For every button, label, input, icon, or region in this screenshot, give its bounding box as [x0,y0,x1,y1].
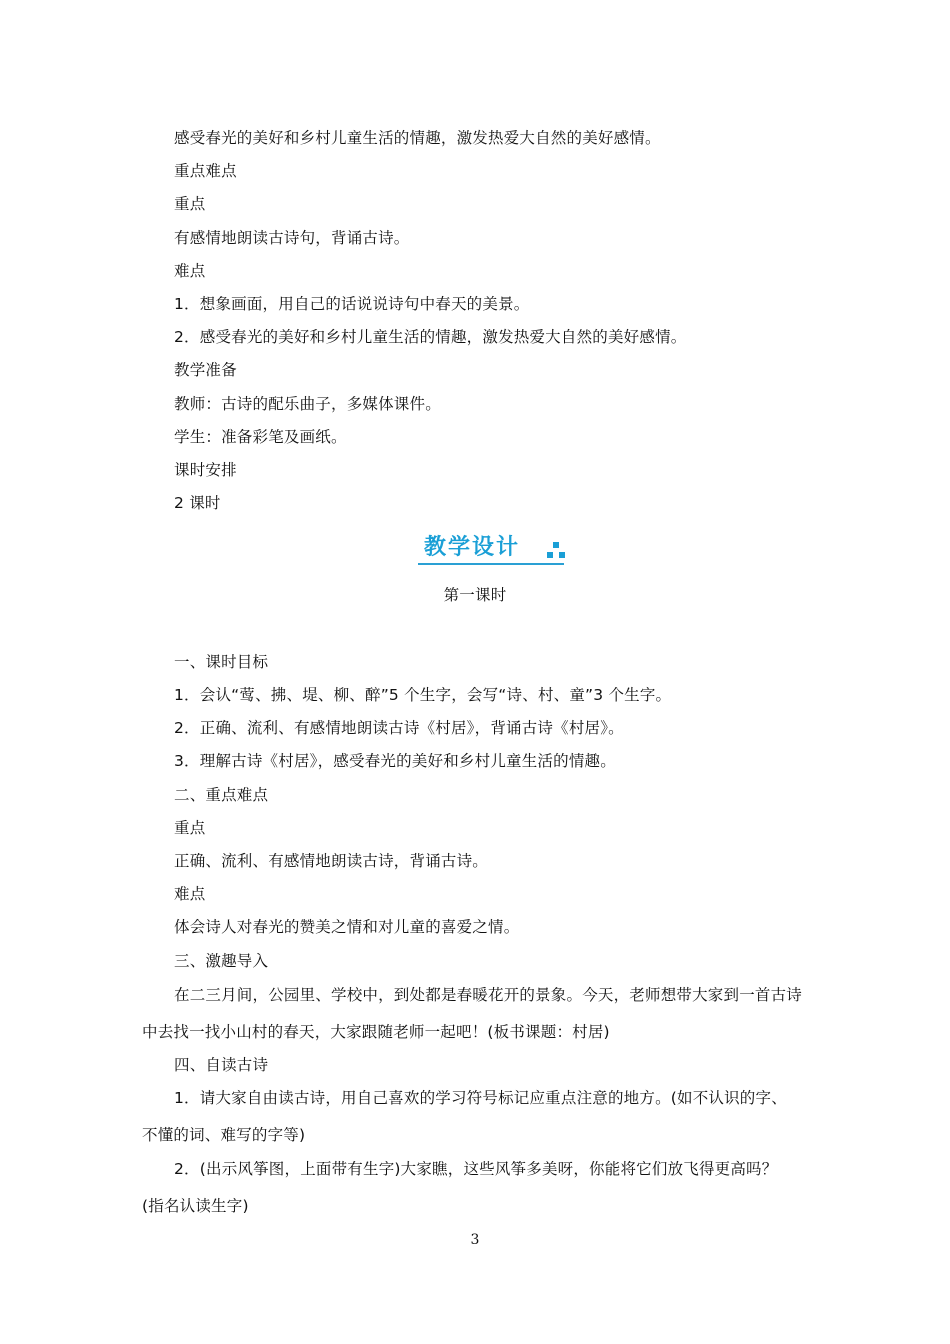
line-5: 难点 [174,262,206,280]
page-number: 3 [470,1232,480,1248]
body-line-17: (指名认读生字) [142,1197,249,1215]
line-11: 课时安排 [174,461,237,479]
body-line-1: 一、课时目标 [174,653,269,671]
body-line-5: 二、重点难点 [174,786,269,804]
line-12: 2 课时 [174,494,221,512]
section-title: 第一课时 [443,586,507,604]
line-3: 重点 [174,195,206,213]
line-10: 学生：准备彩笔及画纸。 [174,428,347,446]
line-7: 2．感受春光的美好和乡村儿童生活的情趣，激发热爱大自然的美好感情。 [174,328,687,346]
body-line-10: 三、激趣导入 [174,952,269,970]
body-line-15: 不懂的词、难写的字等) [142,1126,306,1144]
body-line-12: 中去找一找小山村的春天，大家跟随老师一起吧！(板书课题：村居) [142,1023,610,1041]
body-line-14: 1．请大家自由读古诗，用自己喜欢的学习符号标记应重点注意的地方。(如不认识的字、 [174,1089,787,1107]
line-1: 感受春光的美好和乡村儿童生活的情趣，激发热爱大自然的美好感情。 [174,129,661,147]
body-line-9: 体会诗人对春光的赞美之情和对儿童的喜爱之情。 [174,918,520,936]
banner-blocks-icon [546,540,566,560]
line-6: 1．想象画面，用自己的话说说诗句中春天的美景。 [174,295,530,313]
body-line-7: 正确、流利、有感情地朗读古诗，背诵古诗。 [174,852,489,870]
line-4: 有感情地朗读古诗句，背诵古诗。 [174,229,410,247]
body-line-16: 2．(出示风筝图，上面带有生字)大家瞧，这些风筝多美呀，你能将它们放飞得更高吗？ [174,1160,778,1178]
body-line-11: 在二三月间，公园里、学校中，到处都是春暖花开的景象。今天，老师想带大家到一首古诗 [174,986,803,1004]
banner-text: 教学设计 [424,535,521,560]
body-line-4: 3．理解古诗《村居》，感受春光的美好和乡村儿童生活的情趣。 [174,752,616,770]
line-9: 教师：古诗的配乐曲子，多媒体课件。 [174,395,441,413]
teaching-design-banner [418,524,568,568]
body-line-2: 1．会认“莺、拂、堤、柳、醉”5 个生字，会写“诗、村、童”3 个生字。 [174,686,672,704]
body-line-13: 四、自读古诗 [174,1056,269,1074]
body-line-6: 重点 [174,819,206,837]
body-line-3: 2．正确、流利、有感情地朗读古诗《村居》，背诵古诗《村居》。 [174,719,624,737]
line-8: 教学准备 [174,361,237,379]
line-2: 重点难点 [174,162,237,180]
banner-underline [418,563,564,565]
body-line-8: 难点 [174,885,206,903]
